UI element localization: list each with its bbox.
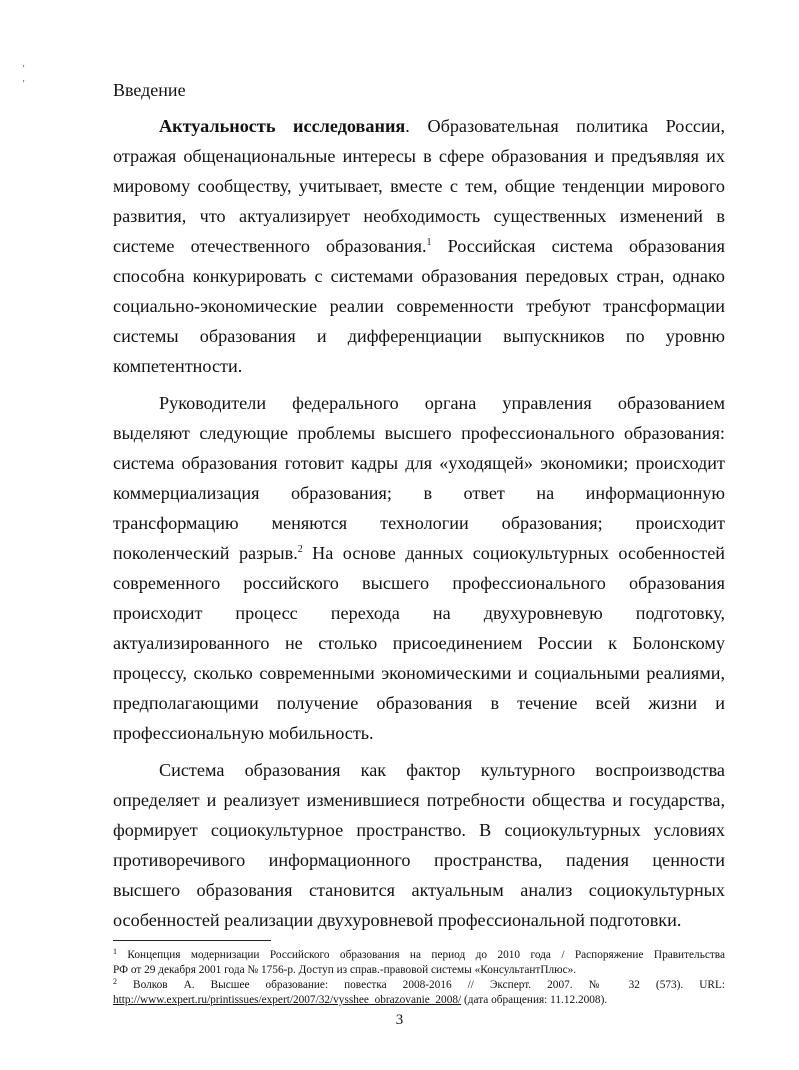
line-text: системе отечественного образования.	[113, 236, 427, 256]
paragraph-line: формирует социокультурное пространство. В социокультурных условиях	[113, 820, 725, 840]
paragraph-line: происходит процесс перехода на двухуровневую подготовку,	[113, 603, 725, 623]
footnote-line	[113, 993, 725, 1008]
margin-mark: '	[22, 79, 25, 90]
paragraph-line: высшего образования становится актуальным анализ социокультурных	[113, 880, 725, 900]
paragraph-line: особенностей реализации двухуровневой профессиональной подготовки.	[113, 910, 682, 930]
line-text: поколенческий разрыв.	[113, 543, 298, 563]
paragraph-line: выделяют следующие проблемы высшего профессионального образования:	[113, 423, 725, 443]
margin-mark: '	[22, 64, 25, 75]
paragraph-line: противоречивого информационного пространства, падения ценности	[113, 850, 725, 870]
footnote-text: Концепция модернизации Российского образования на период до 2010 года / Распоряжение Правительства	[117, 949, 725, 961]
paragraph-line: трансформацию меняются технологии образования; происходит	[113, 513, 725, 533]
paragraph-line: компетентности.	[113, 356, 243, 376]
paragraph-line	[113, 538, 725, 568]
footnote-separator	[113, 940, 271, 941]
paragraph-line: развития, что актуализирует необходимость существенных изменений в	[113, 206, 725, 226]
paragraph-line: актуализированного не столько присоединением России к Болонскому	[113, 633, 725, 653]
footnote-ref: 1	[426, 237, 432, 248]
line-text: Российская система образования	[431, 236, 725, 256]
section-heading: Введение	[113, 80, 186, 100]
footnote-mark: 2	[113, 977, 117, 986]
footnote-mark: 1	[113, 947, 117, 956]
page-number: 3	[395, 1012, 404, 1028]
footnote-line	[113, 978, 725, 993]
paragraph-line	[113, 231, 725, 261]
paragraph-line	[113, 111, 725, 141]
footnote-line: РФ от 29 декабря 2001 года № 1756-р. Доступ из справ.-правовой системы «КонсультантПлюс».	[113, 964, 577, 976]
paragraph-line: процессу, сколько современными экономическими и социальными реалиями,	[113, 663, 725, 683]
footnote-url-link[interactable]: http://www.expert.ru/printissues/expert/2007/32/vysshee_obrazovanie_2008/	[113, 994, 462, 1006]
paragraph-line: определяет и реализует изменившиеся потребности общества и государства,	[113, 790, 725, 810]
paragraph-line: Руководители федерального органа управления образованием	[159, 393, 725, 413]
paragraph-line: профессиональную мобильность.	[113, 723, 374, 743]
paragraph-line: коммерциализация образования; в ответ на информационную	[113, 483, 725, 503]
paragraph-line: предполагающими получение образования в течение всей жизни и	[113, 693, 725, 713]
footnote-text: (дата обращения: 11.12.2008).	[461, 994, 608, 1006]
paragraph-line: современного российского высшего профессионального образования	[113, 573, 725, 593]
paragraph-line: отражая общенациональные интересы в сфере образования и предъявляя их	[113, 146, 725, 166]
paragraph-line: социально-экономические реалии современности требуют трансформации	[113, 296, 725, 316]
line-text: На основе данных социокультурных особенностей	[302, 543, 726, 563]
line-text: . Образовательная политика России,	[405, 116, 725, 136]
paragraph-line: системы образования и дифференциации выпускников по уровню	[113, 326, 725, 346]
paragraph-line: способна конкурировать с системами образования передовых стран, однако	[113, 266, 725, 286]
footnote-ref: 2	[297, 544, 303, 555]
lead-term: Актуальность исследования	[159, 116, 406, 136]
footnote-text: Волков А. Высшее образование: повестка 2008-2016 // Эксперт. 2007. № 32 (573). URL:	[117, 979, 725, 991]
paragraph-line: Система образования как фактор культурного воспроизводства	[159, 760, 725, 780]
margin-marks	[22, 62, 24, 92]
paragraph-line: система образования готовит кадры для «уходящей» экономики; происходит	[113, 453, 725, 473]
paragraph-line: мировому сообществу, учитывает, вместе с тем, общие тенденции мирового	[113, 176, 725, 196]
footnote-line	[113, 948, 725, 963]
